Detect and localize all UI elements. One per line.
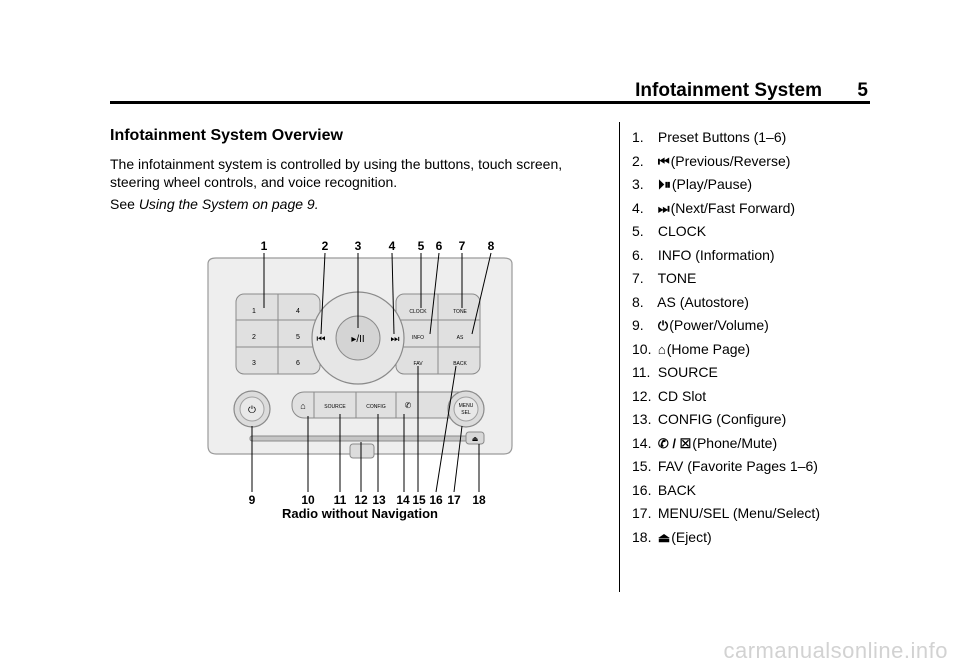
config-label: CONFIG	[366, 404, 386, 410]
sel-label: SEL	[461, 410, 471, 416]
section-body: The infotainment system is controlled by using the buttons, touch screen, steering wheel controls, and voice recognition.	[110, 156, 563, 190]
page-number: 5	[857, 80, 868, 101]
clock-label: CLOCK	[409, 309, 427, 315]
callout-18: 18	[472, 493, 486, 507]
phone-mute-icon: ✆	[404, 401, 412, 410]
menu-label: MENU	[458, 403, 474, 409]
see-link[interactable]: Using the System on page 9.	[138, 196, 319, 212]
callout-4: 4	[388, 239, 396, 253]
phone-mute-icon: ✆ / ☒	[657, 435, 692, 451]
callout-5: 5	[417, 239, 425, 253]
callout-10: 10	[301, 493, 315, 507]
as-label: AS	[456, 335, 464, 341]
preset-5-label: 5	[296, 334, 300, 341]
legend-item-14: 14. ✆ / ☒(Phone/Mute)	[632, 432, 932, 456]
next-icon: ⏭	[657, 200, 670, 216]
callout-12: 12	[354, 493, 368, 507]
previous-icon: ⏮	[657, 153, 670, 169]
callout-11: 11	[333, 493, 347, 507]
tone-label: TONE	[453, 309, 467, 315]
callout-17: 17	[447, 493, 461, 507]
section-heading: Infotainment System Overview	[110, 127, 343, 144]
preset-1-label: 1	[252, 308, 256, 315]
preset-4-label: 4	[296, 308, 300, 315]
see-reference	[110, 196, 319, 212]
legend-item-13: 13. CONFIG (Configure)	[632, 411, 787, 427]
callout-13: 13	[372, 493, 386, 507]
callout-15: 15	[412, 493, 426, 507]
top-callouts	[261, 239, 495, 253]
callout-2: 2	[321, 239, 329, 253]
preset-6-label: 6	[296, 360, 300, 367]
home-icon: ⌂	[300, 401, 306, 411]
legend-item-7: 7. TONE	[632, 270, 697, 286]
callout-6: 6	[435, 239, 443, 253]
watermark: carmanualsonline.info	[723, 638, 948, 663]
legend-item-10: 10. ⌂(Home Page)	[632, 338, 932, 362]
power-icon: ⏻	[657, 318, 669, 333]
legend-item-11: 11. SOURCE	[632, 364, 718, 380]
legend-item-15: 15. FAV (Favorite Pages 1–6)	[632, 458, 818, 474]
preset-3-label: 3	[252, 360, 256, 367]
legend-item-3: 3. ⏵⏸(Play/Pause)	[632, 173, 932, 197]
legend-item-2: 2. ⏮(Previous/Reverse)	[632, 150, 932, 174]
callout-14: 14	[396, 493, 410, 507]
legend-item-9: 9. ⏻(Power/Volume)	[632, 314, 932, 338]
callout-1: 1	[260, 239, 268, 253]
column-divider	[619, 122, 620, 592]
eject-icon: ⏏	[657, 529, 671, 545]
source-label: SOURCE	[324, 404, 346, 410]
legend-item-18: 18. ⏏(Eject)	[632, 526, 932, 550]
legend-item-17: 17. MENU/SEL (Menu/Select)	[632, 505, 820, 521]
legend-item-8: 8. AS (Autostore)	[632, 293, 749, 310]
eject-icon: ⏏	[471, 436, 479, 443]
info-label: INFO	[412, 335, 424, 341]
page-header-title: Infotainment System	[635, 80, 822, 101]
callout-16: 16	[429, 493, 443, 507]
cd-slot[interactable]	[250, 436, 476, 441]
fav-label: FAV	[413, 361, 423, 367]
next-icon: ⏭	[390, 334, 400, 345]
see-prefix: See	[110, 196, 135, 212]
legend-item-6: 6. INFO (Information)	[632, 246, 775, 263]
legend-item-5: 5. CLOCK	[632, 223, 707, 239]
back-label: BACK	[453, 361, 467, 367]
previous-icon: ⏮	[316, 334, 326, 345]
legend-item-1: 1. Preset Buttons (1–6)	[632, 129, 787, 145]
callout-3: 3	[354, 239, 362, 253]
preset-2-label: 2	[252, 334, 256, 341]
callout-8: 8	[487, 239, 495, 253]
bottom-callouts	[249, 493, 486, 507]
power-icon: ⏻	[248, 405, 256, 416]
play-pause-icon: ⏵⏸	[657, 177, 671, 192]
callout-legend	[632, 126, 932, 549]
callout-9: 9	[248, 493, 256, 507]
play-pause-icon: ▸/II	[351, 334, 365, 345]
header-rule	[110, 101, 870, 104]
callout-7: 7	[458, 239, 466, 253]
diagram-caption: Radio without Navigation	[282, 506, 438, 521]
center-tab	[350, 444, 374, 458]
legend-item-16: 16. BACK	[632, 481, 697, 498]
legend-item-12: 12. CD Slot	[632, 387, 707, 404]
legend-item-4: 4. ⏭(Next/Fast Forward)	[632, 197, 932, 221]
radio-diagram	[200, 236, 520, 526]
home-icon: ⌂	[657, 341, 666, 357]
